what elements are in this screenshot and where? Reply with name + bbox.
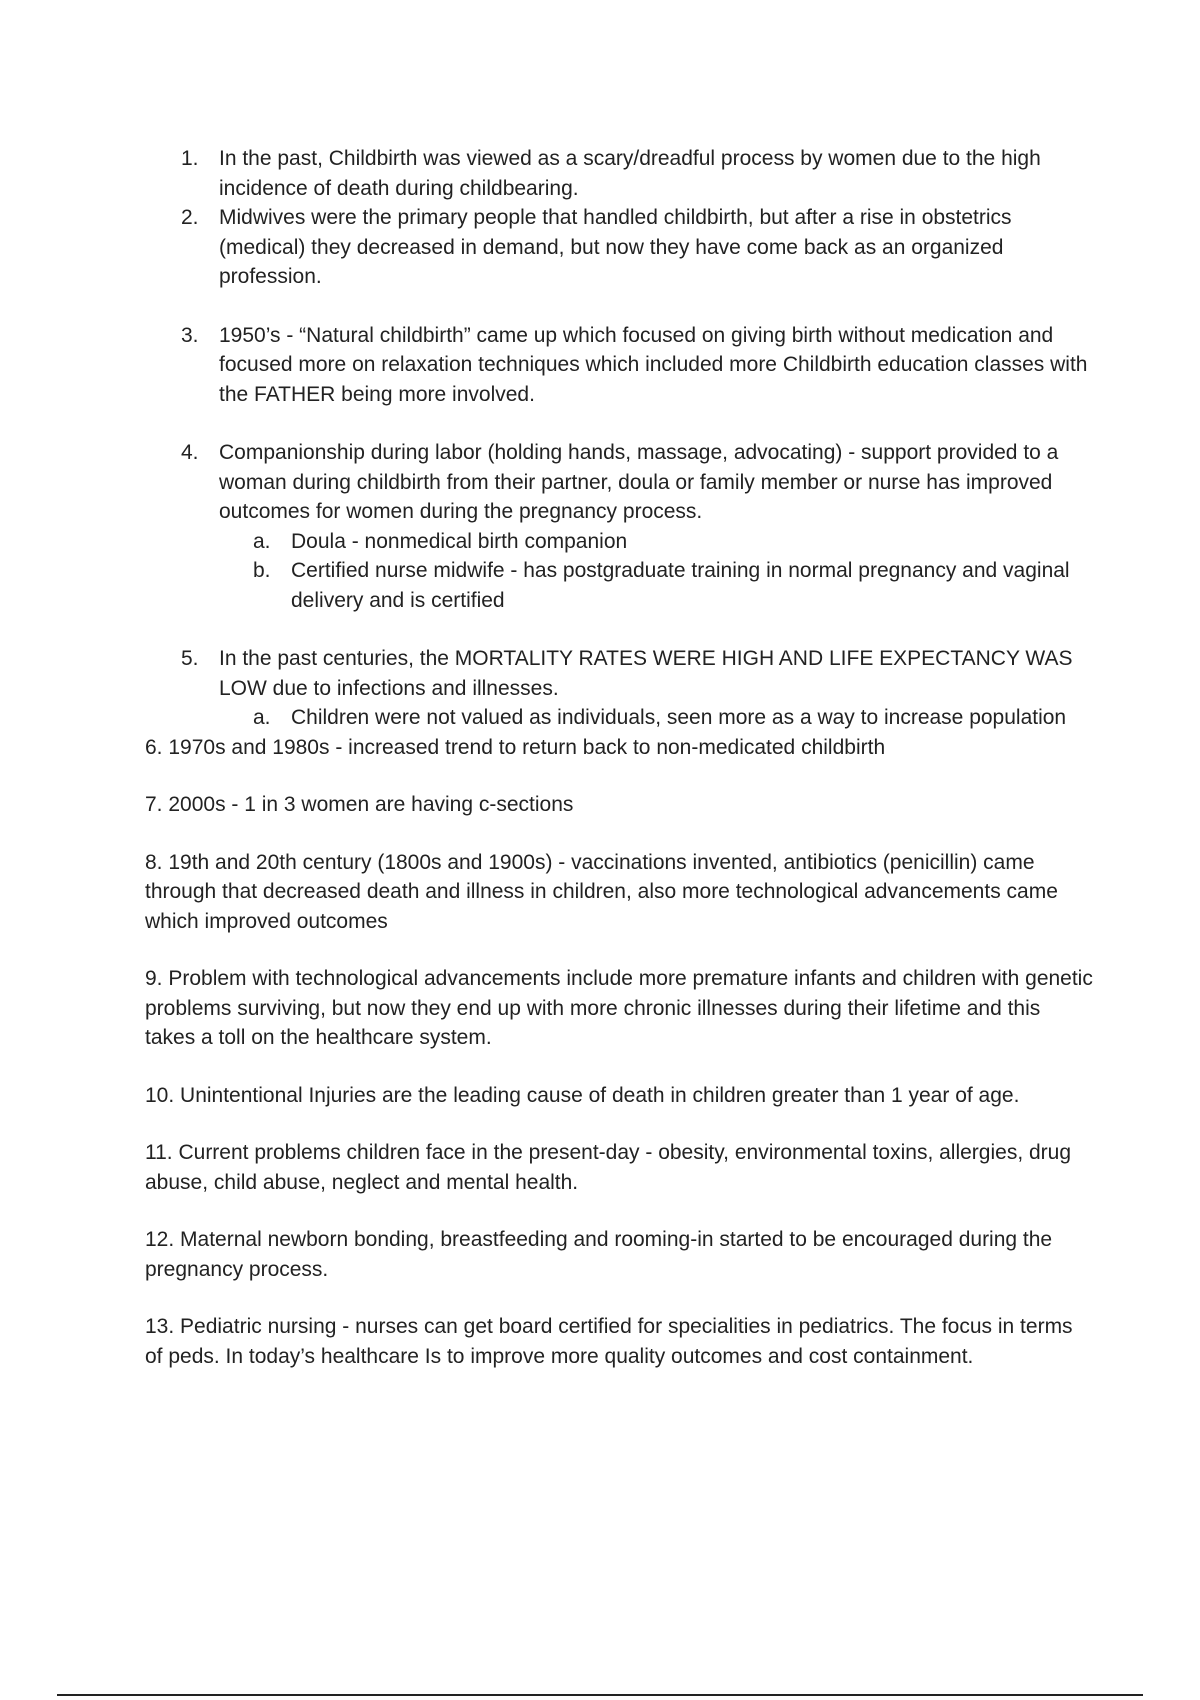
list-item-2 (145, 203, 1095, 292)
notes-body (145, 144, 1095, 1371)
spacer (145, 1053, 1095, 1081)
list-item-text: Midwives were the primary people that handled childbirth, but after a rise in obstetrics (medical) they decreased in demand, but now they have come back as an organized profession. (219, 206, 1012, 288)
note-10: 10. Unintentional Injuries are the leading cause of death in children greater than 1 year of age. (145, 1083, 1020, 1107)
spacer (145, 292, 1095, 321)
spacer (145, 1110, 1095, 1138)
list-marker: 3. (181, 323, 199, 347)
sub-item-5a (145, 703, 1095, 733)
sub-item-text: Children were not valued as individuals, seen more as a way to increase population (291, 706, 1067, 729)
spacer (145, 820, 1095, 848)
spacer (145, 615, 1095, 644)
sub-marker: a. (253, 706, 271, 729)
note-7: 7. 2000s - 1 in 3 women are having c-sections (145, 793, 574, 816)
note-13: 13. Pediatric nursing - nurses can get board certified for specialities in pediatrics. The focus in terms of peds. In today’s healthcare Is to improve more quality outcomes and cost containment. (145, 1315, 1073, 1368)
list-marker: 2. (181, 206, 199, 229)
list-item-text: In the past centuries, the MORTALITY RATES WERE HIGH AND LIFE EXPECTANCY WAS LOW due to infections and illnesses. (219, 647, 1073, 700)
list-marker: 1. (181, 147, 199, 170)
list-marker: 4. (181, 441, 199, 464)
list-item-5 (145, 644, 1095, 703)
sub-item-text: Doula - nonmedical birth companion (291, 529, 628, 553)
list-item-3 (145, 321, 1095, 410)
spacer (145, 409, 1095, 438)
sub-item-4a (145, 527, 1095, 557)
sub-item-text: Certified nurse midwife - has postgraduate training in normal pregnancy and vaginal delivery and is certified (291, 559, 1070, 612)
page-bottom-divider (57, 1694, 1143, 1696)
list-item-text: In the past, Childbirth was viewed as a scary/dreadful process by women due to the high incidence of death during childbearing. (219, 147, 1041, 200)
list-item-4 (145, 438, 1095, 527)
sub-marker: b. (253, 559, 271, 582)
sub-item-4b (145, 556, 1095, 615)
note-9: 9. Problem with technological advancements include more premature infants and children with genetic problems surviving, but now they end up with more chronic illnesses during their lifetime and this takes a toll on the healthcare system. (145, 967, 1093, 1049)
list-item-text: 1950’s - “Natural childbirth” came up which focused on giving birth without medication and focused more on relaxation techniques which included more Childbirth education classes with the FATHER being more involved. (219, 323, 1088, 406)
spacer (145, 1197, 1095, 1225)
sub-marker: a. (253, 529, 271, 553)
spacer (145, 936, 1095, 964)
note-11: 11. Current problems children face in the present-day - obesity, environmental toxins, allergies, drug abuse, child abuse, neglect and mental health. (145, 1141, 1072, 1194)
spacer (145, 762, 1095, 790)
note-6: 6. 1970s and 1980s - increased trend to return back to non-medicated childbirth (145, 735, 886, 759)
note-12: 12. Maternal newborn bonding, breastfeeding and rooming-in started to be encouraged during the pregnancy process. (145, 1228, 1053, 1281)
list-item-text: Companionship during labor (holding hands, massage, advocating) - support provided to a woman during childbirth from their partner, doula or family member or nurse has improved outcomes for women during the pregnancy process. (219, 441, 1059, 523)
note-8: 8. 19th and 20th century (1800s and 1900s) - vaccinations invented, antibiotics (penicillin) came through that decreased death and illness in children, also more technological advancements came which improved outcomes (145, 850, 1058, 933)
list-marker: 5. (181, 647, 199, 670)
list-item-1 (145, 144, 1095, 203)
spacer (145, 1284, 1095, 1312)
